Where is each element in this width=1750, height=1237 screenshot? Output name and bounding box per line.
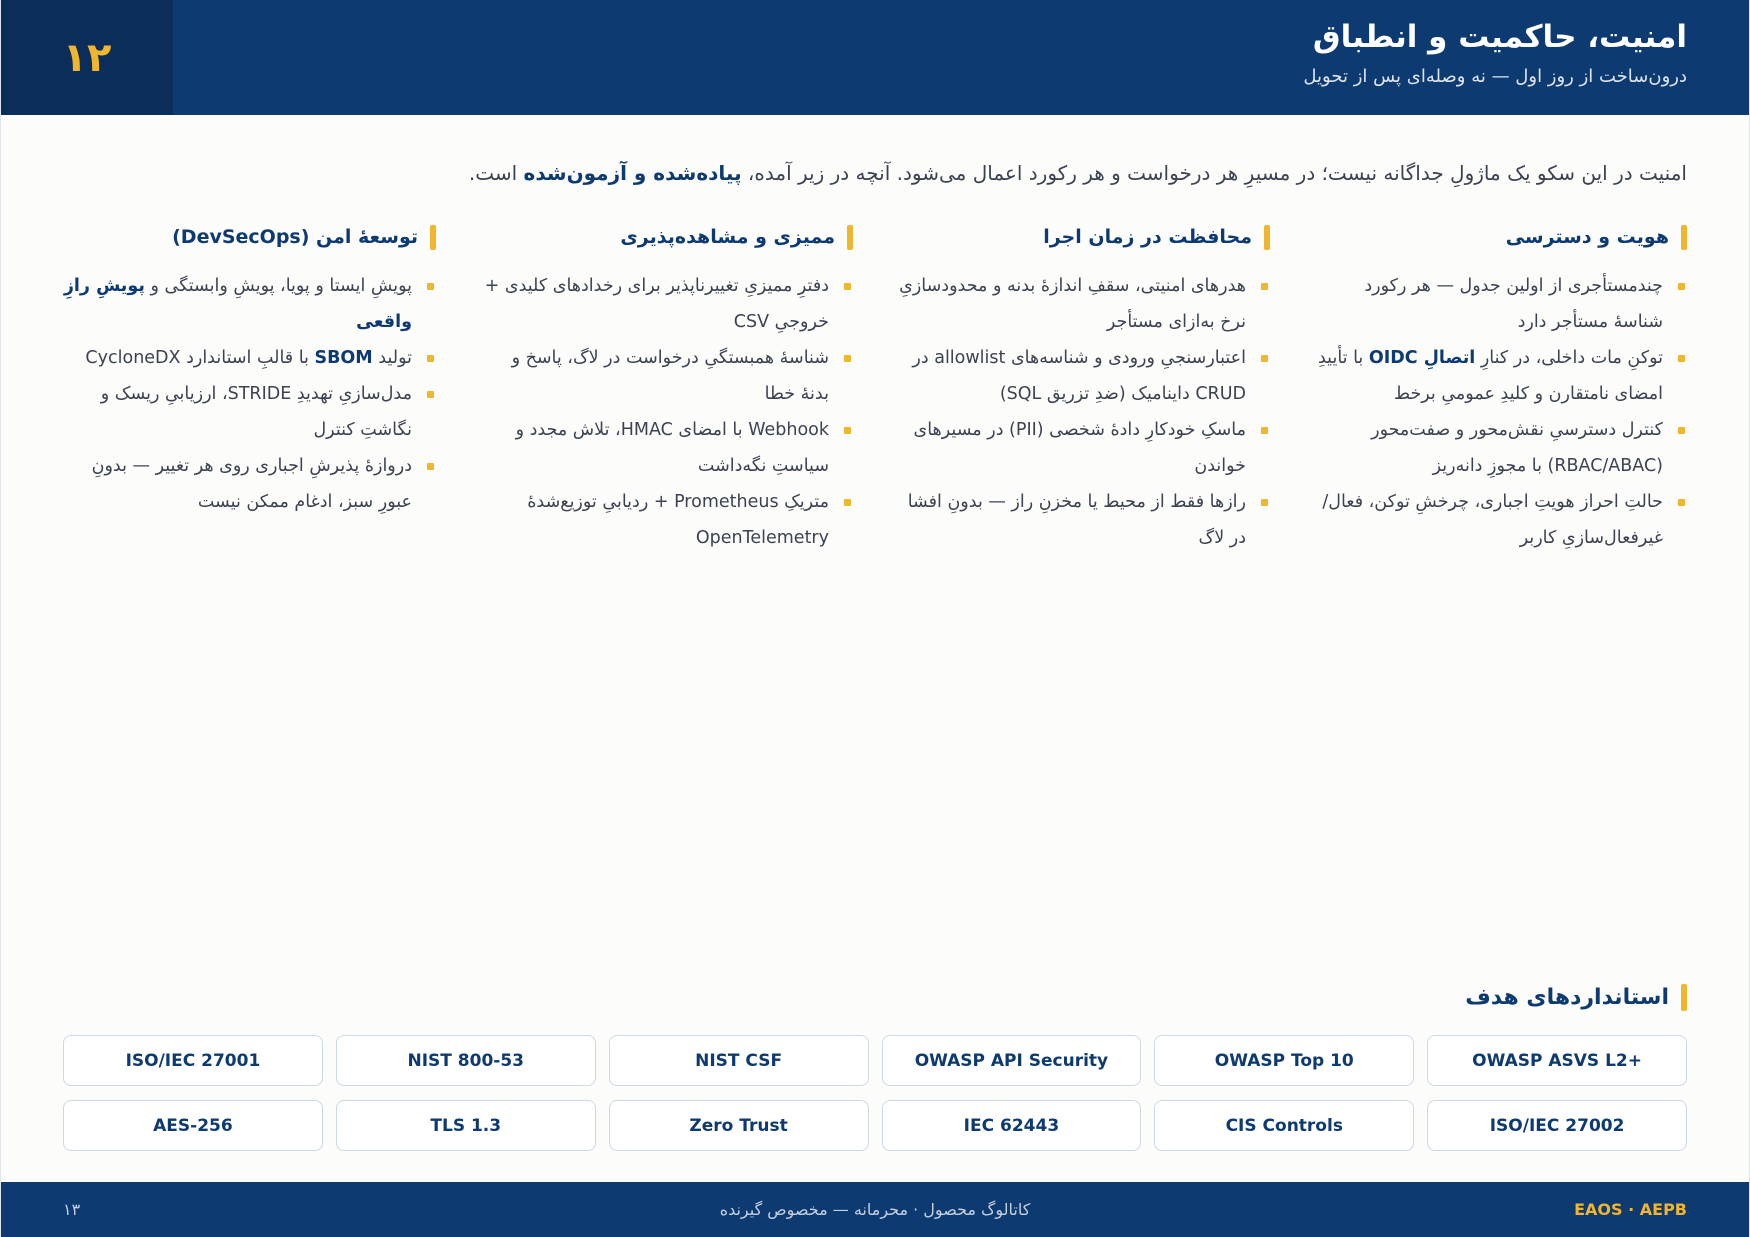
feature-item (63, 448, 436, 520)
feature-item (63, 268, 436, 340)
feature-item (1314, 412, 1687, 484)
feature-column (480, 222, 853, 556)
column-heading (480, 222, 853, 252)
feature-item-text: دروازهٔ پذیرشِ اجباری روی هر تغییر — بدونِ عبورِ سبز، ادغام ممکن نیست (91, 456, 412, 512)
page-number: ۱۳ (63, 1200, 81, 1219)
header-text (1303, 16, 1687, 92)
feature-item-text: پویشِ ایستا و پویا، پویشِ وابستگی و (144, 276, 412, 296)
feature-item (480, 412, 853, 484)
standard-chip: AES-256 (63, 1100, 323, 1151)
feature-item (63, 376, 436, 448)
feature-column (1314, 222, 1687, 556)
feature-item-text: حالتِ احراز هویتِ اجباری، چرخشِ توکن، فعال/غیرفعال‌سازیِ کاربر (1322, 492, 1663, 548)
page-title: امنیت، حاکمیت و انطباق (1312, 19, 1687, 55)
feature-item-text: چندمستأجری از اولین جدول — هر رکورد شناسهٔ مستأجر دارد (1364, 276, 1663, 332)
feature-item-text: با تأییدِ امضای نامتقارن و کلیدِ عمومیِ برخط (1317, 348, 1663, 404)
standard-chip: Zero Trust (609, 1100, 869, 1151)
feature-item-text: مدل‌سازیِ تهدیدِ STRIDE، ارزیابیِ ریسک و نگاشتِ کنترل (100, 384, 412, 440)
feature-item-emphasis: پویشِ رازِ واقعی (63, 276, 412, 332)
feature-item-emphasis: SBOM (314, 348, 373, 368)
intro-text-end: است. (468, 161, 524, 185)
feature-list (63, 268, 436, 520)
column-title: محافظت در زمان اجرا (1043, 226, 1252, 248)
feature-item (1314, 484, 1687, 556)
feature-list (1314, 268, 1687, 556)
standards-heading (1465, 984, 1687, 1011)
heading-accent-bar (1681, 225, 1687, 250)
feature-item (480, 340, 853, 412)
feature-item-emphasis: اتصالِ OIDC (1368, 348, 1476, 368)
heading-accent-bar (1264, 225, 1270, 250)
standard-chip: OWASP Top 10 (1154, 1035, 1414, 1086)
feature-item (897, 268, 1270, 340)
footer-caption: کاتالوگ محصول · محرمانه — مخصوص گیرنده (719, 1200, 1031, 1219)
page-subtitle: درون‌ساخت از روز اول — نه وصله‌ای پس از تحویل (1303, 66, 1687, 87)
column-heading (1314, 222, 1687, 252)
feature-column (897, 222, 1270, 556)
feature-item-text: Webhook با امضای HMAC، تلاش مجدد و سیاستِ نگه‌داشت (515, 420, 829, 476)
feature-item-text: تولید (372, 348, 412, 368)
heading-accent-bar (847, 225, 853, 250)
footer (1, 1182, 1749, 1237)
feature-item-text: اعتبارسنجیِ ورودی و شناسه‌های allowlist در CRUD داینامیک (ضدِ تزریق SQL) (912, 348, 1246, 404)
standard-chip: NIST CSF (609, 1035, 869, 1086)
intro-emphasis: پیاده‌شده و آزمون‌شده (523, 161, 742, 185)
section-number: ۱۲ (1, 0, 173, 115)
standard-chip: OWASP ASVS L2+ (1427, 1035, 1687, 1086)
column-heading (897, 222, 1270, 252)
heading-accent-bar (430, 225, 436, 250)
standard-chip: ISO/IEC 27002 (1427, 1100, 1687, 1151)
feature-item-text: دفترِ ممیزیِ تغییرناپذیر برای رخدادهای کلیدی + خروجیِ CSV (484, 276, 829, 332)
feature-item-text: متریکِ Prometheus + ردیابیِ توزیع‌شدهٔ OpenTelemetry (527, 492, 829, 548)
column-title: ممیزی و مشاهده‌پذیری (620, 226, 835, 248)
feature-list (897, 268, 1270, 556)
feature-item (897, 412, 1270, 484)
feature-item-text: شناسهٔ همبستگیِ درخواست در لاگ، پاسخ و بدنهٔ خطا (511, 348, 829, 404)
standard-chip: IEC 62443 (882, 1100, 1142, 1151)
standard-chip: TLS 1.3 (336, 1100, 596, 1151)
feature-item-text: کنترل دسترسیِ نقش‌محور و صفت‌محور (RBAC/ABAC) با مجوزِ دانه‌ریز (1371, 420, 1663, 476)
feature-item (897, 484, 1270, 556)
standard-chip: CIS Controls (1154, 1100, 1414, 1151)
feature-item-text: توکنِ مات داخلی، در کنارِ (1475, 348, 1663, 368)
feature-item (480, 268, 853, 340)
feature-item (1314, 340, 1687, 412)
feature-item-text: هدرهای امنیتی، سقفِ اندازهٔ بدنه و محدودسازیِ نرخ به‌ازای مستأجر (899, 276, 1246, 332)
intro-text: امنیت در این سکو یک ماژولِ جداگانه نیست؛ در مسیرِ هر درخواست و هر رکورد اعمال می‌شود. آنچه در زیر آمده، (741, 161, 1687, 185)
feature-item (897, 340, 1270, 412)
column-title: هویت و دسترسی (1505, 226, 1669, 248)
feature-list (480, 268, 853, 556)
feature-item (480, 484, 853, 556)
feature-item-text: ماسکِ خودکارِ دادهٔ شخصی (PII) در مسیرهای خواندن (913, 420, 1246, 476)
feature-item (63, 340, 436, 376)
column-title: توسعهٔ امن (DevSecOps) (172, 226, 418, 248)
standard-chip: NIST 800-53 (336, 1035, 596, 1086)
standards-title: استانداردهای هدف (1465, 985, 1669, 1010)
feature-columns (63, 222, 1687, 556)
feature-item-text: رازها فقط از محیط یا مخزنِ راز — بدونِ افشا در لاگ (907, 492, 1246, 548)
standards-grid (63, 1035, 1687, 1151)
standard-chip: OWASP API Security (882, 1035, 1142, 1086)
header (1, 0, 1749, 115)
feature-column (63, 222, 436, 556)
standard-chip: ISO/IEC 27001 (63, 1035, 323, 1086)
column-heading (63, 222, 436, 252)
feature-item (1314, 268, 1687, 340)
intro-paragraph (63, 156, 1687, 190)
feature-item-text: با قالبِ استاندارد CycloneDX (85, 348, 315, 368)
heading-accent-bar (1681, 984, 1687, 1011)
footer-brand: EAOS · AEPB (1574, 1200, 1687, 1219)
